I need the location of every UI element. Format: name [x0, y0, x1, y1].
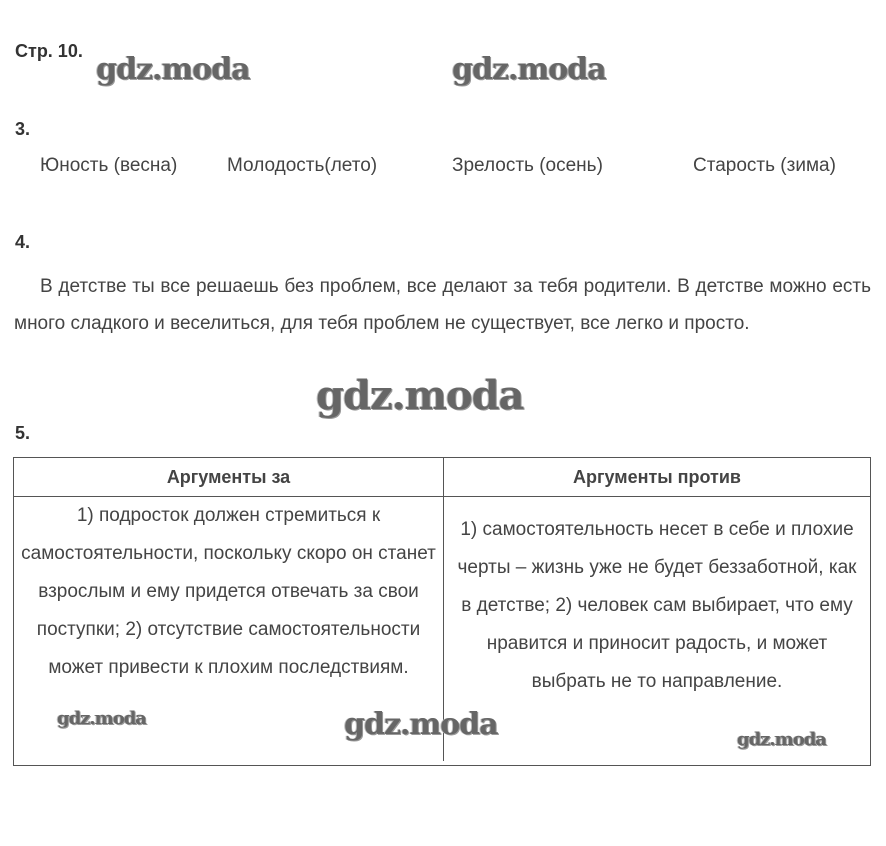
arguments-con-text: 1) самостоятельность несет в себе и плохие черты – жизнь уже не будет беззаботной, как в детстве; 2) человек сам выбирает, что ему нравится и приносит радость, и может выбрать не то направление. — [457, 519, 857, 692]
arguments-pro-text: 1) подросток должен стремиться к самостоятельности, поскольку скоро он станет взрослым и ему придется отвечать за свои поступки; 2) отсутствие самостоятельности может привести к плохим последствиям. — [21, 505, 436, 678]
header-pro: Аргументы за — [14, 458, 444, 497]
watermark-logo: gdz.moda — [57, 708, 146, 729]
task-3-number: 3. — [15, 119, 31, 139]
stage-adulthood: Молодость(лето) — [227, 155, 378, 176]
watermark-logo: gdz.moda — [316, 372, 524, 419]
header-con: Аргументы против — [444, 458, 871, 497]
task-5-number: 5. — [15, 423, 31, 443]
task-4-paragraph: В детстве ты все решаешь без проблем, все делают за тебя родители. В детстве можно есть много сладкого и веселиться, для тебя проблем не существует, все легко и просто. — [14, 276, 871, 334]
page-number: Стр. 10. — [15, 41, 83, 61]
arguments-con-cell — [444, 497, 871, 766]
task-4-number: 4. — [15, 232, 31, 252]
stage-youth: Юность (весна) — [40, 155, 178, 176]
stage-maturity: Зрелость (осень) — [452, 155, 603, 176]
watermark-logo: gdz.moda — [344, 707, 498, 742]
stage-old-age: Старость (зима) — [693, 155, 836, 176]
watermark-logo: gdz.moda — [737, 729, 826, 750]
watermark-logo: gdz.moda — [96, 52, 250, 87]
task-4-answer — [14, 268, 871, 342]
border-gap — [323, 761, 598, 765]
watermark-logo: gdz.moda — [452, 52, 606, 87]
